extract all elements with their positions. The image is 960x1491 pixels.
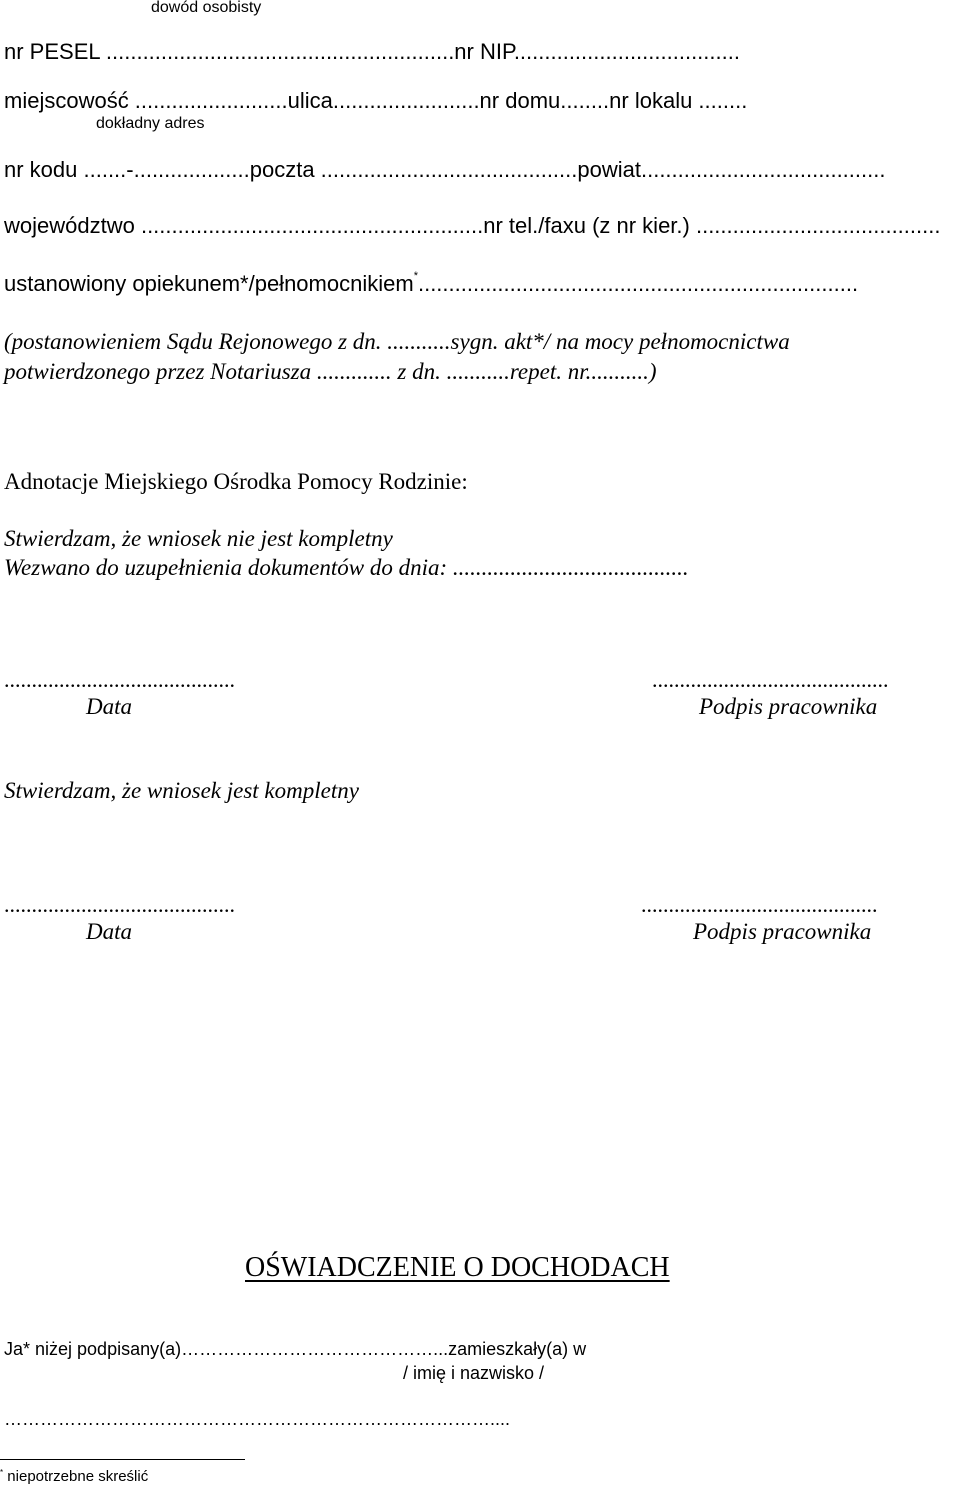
date-label-1: Data [86,694,132,719]
date-dots-1: .......................................... [4,667,235,692]
footnote [0,1469,148,1484]
date-dots-2: .......................................... [4,892,235,917]
guardian-line-dots: ........................................................................ [417,271,859,296]
court-line-1: (postanowieniem Sądu Rejonowego z dn. ...........sygn. akt*/ na mocy pełnomocnictwa [4,329,790,354]
address-line: miejscowość .........................ulica........................nr domu........nr lokalu ........ [4,88,748,113]
annotations-heading: Adnotacje Miejskiego Ośrodka Pomocy Rodzinie: [4,469,468,494]
pesel-nip-line: nr PESEL .........................................................nr NIP..................................... [4,39,740,64]
signature-label-1: Podpis pracownika [699,694,878,719]
postal-line: nr kodu .......-...................poczta ..........................................powiat........................................ [4,157,886,182]
complete-statement: Stwierdzam, że wniosek jest kompletny [4,778,359,803]
footnote-marker: * [413,270,418,282]
guardian-line-text: ustanowiony opiekunem*/pełnomocnikiem [4,271,414,296]
voivodeship-phone-line: województwo ........................................................nr tel./faxu (z nr kier.) ........................................ [4,213,941,238]
date-label-2: Data [86,919,132,944]
guardian-line [4,270,859,296]
declarant-line: Ja* niżej podpisany(a)……………………………………...zamieszkały(a) w [4,1339,587,1359]
declarant-caption: / imię i nazwisko / [403,1363,545,1383]
footnote-divider [0,1459,245,1460]
signature-label-2: Podpis pracownika [693,919,872,944]
residence-dots: ……………………………………………………………………….... [4,1409,511,1429]
summons-line: Wezwano do uzupełnienia dokumentów do dnia: ......................................... [4,555,689,580]
signature-dots-1: ........................................... [652,667,889,692]
declaration-title: OŚWIADCZENIE O DOCHODACH [245,1252,670,1283]
incomplete-statement: Stwierdzam, że wniosek nie jest kompletny [4,526,393,551]
footnote-asterisk: * [0,1468,4,1477]
court-line-2: potwierdzonego przez Notariusza ............. z dn. ...........repet. nr...........) [4,359,657,384]
address-caption: dokładny adres [96,115,205,132]
footnote-text: niepotrzebne skreślić [7,1468,149,1485]
id-card-caption: dowód osobisty [151,0,262,16]
signature-dots-2: ........................................... [641,892,878,917]
